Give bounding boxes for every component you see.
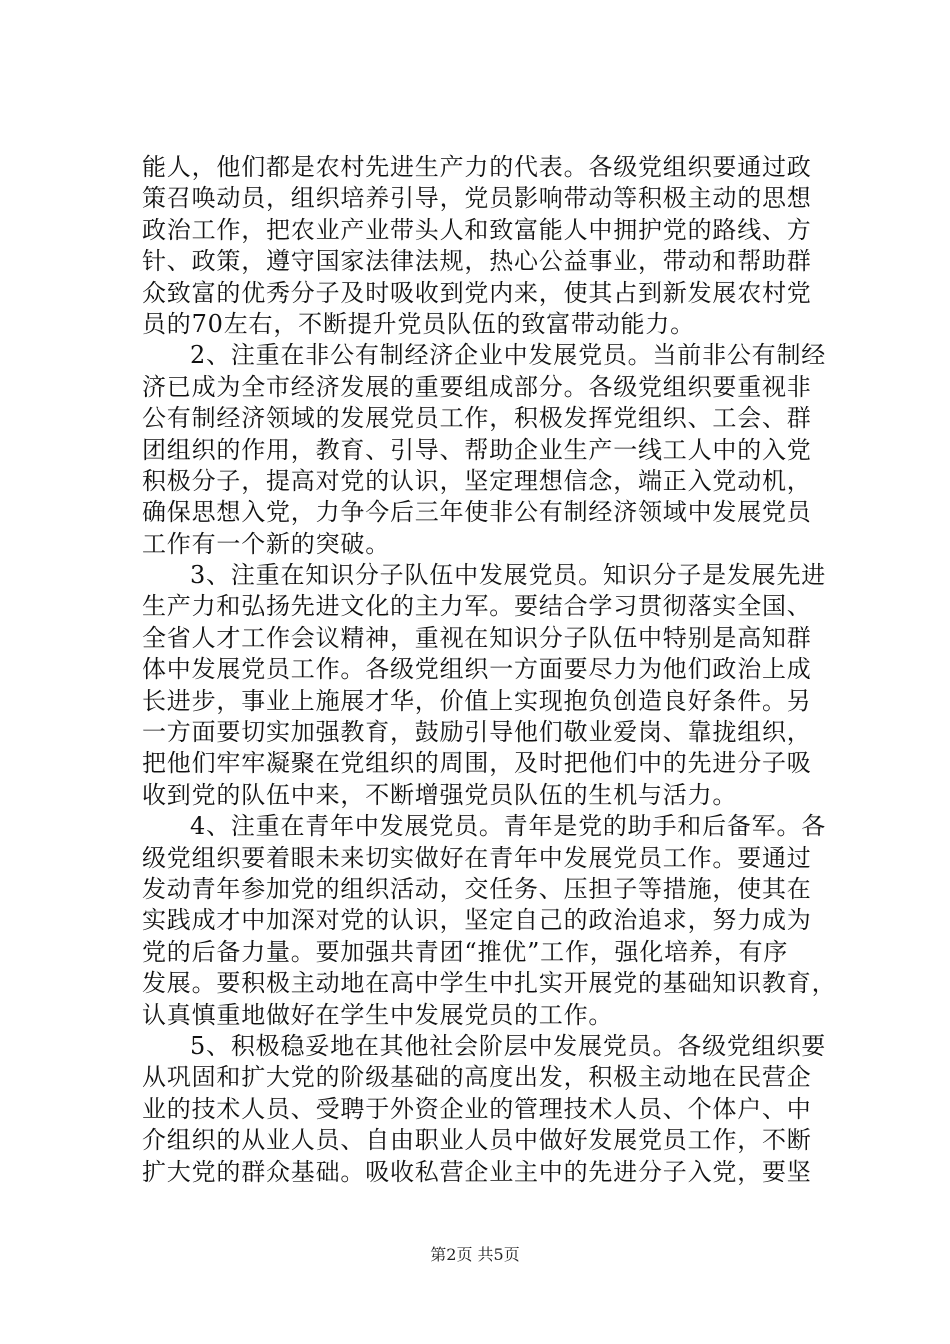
text-line: 全省人才工作会议精神，重视在知识分子队伍中特别是高知群 [142, 623, 812, 652]
text-line: 长进步，事业上施展才华，价值上实现抱负创造良好条件。另 [142, 686, 812, 715]
text-line: 认真慎重地做好在学生中发展党员的工作。 [142, 1000, 614, 1029]
text-line: 4、注重在青年中发展党员。青年是党的助手和后备军。各 [190, 812, 827, 841]
text-line: 实践成才中加深对党的认识，坚定自己的政治追求，努力成为 [142, 906, 812, 935]
text-line: 政治工作，把农业产业带头人和致富能人中拥护党的路线、方 [142, 215, 812, 244]
text-line: 能人，他们都是农村先进生产力的代表。各级党组织要通过政 [142, 153, 812, 181]
text-line: 2、注重在非公有制经济企业中发展党员。当前非公有制经 [190, 341, 827, 370]
text-line: 确保思想入党，力争今后三年使非公有制经济领域中发展党员 [142, 498, 812, 527]
text-line: 5、积极稳妥地在其他社会阶层中发展党员。各级党组织要 [190, 1031, 827, 1060]
text-line: 收到党的队伍中来，不断增强党员队伍的生机与活力。 [142, 780, 738, 809]
text-line: 级党组织要着眼未来切实做好在青年中发展党员工作。要通过 [142, 843, 812, 872]
text-line: 团组织的作用，教育、引导、帮助企业生产一线工人中的入党 [142, 435, 812, 464]
text-line: 策召唤动员，组织培养引导，党员影响带动等积极主动的思想 [142, 184, 812, 213]
text-line: 生产力和弘扬先进文化的主力军。要结合学习贯彻落实全国、 [142, 592, 812, 621]
text-line: 积极分子，提高对党的认识，坚定理想信念，端正入党动机， [142, 466, 812, 495]
text-line: 从巩固和扩大党的阶级基础的高度出发，积极主动地在民营企 [142, 1063, 812, 1092]
text-line: 体中发展党员工作。各级党组织一方面要尽力为他们政治上成 [142, 655, 812, 684]
text-line: 把他们牢牢凝聚在党组织的周围，及时把他们中的先进分子吸 [142, 749, 812, 778]
text-line: 介组织的从业人员、自由职业人员中做好发展党员工作，不断 [142, 1126, 812, 1155]
text-line: 济已成为全市经济发展的重要组成部分。各级党组织要重视非 [142, 372, 812, 401]
body-text [142, 152, 837, 1188]
text-line: 众致富的优秀分子及时吸收到党内来，使其占到新发展农村党 [142, 278, 812, 307]
text-line: 党的后备力量。要加强共青团“推优”工作，强化培养，有序 [142, 937, 789, 966]
text-line: 业的技术人员、受聘于外资企业的管理技术人员、个体户、中 [142, 1094, 812, 1123]
text-line: 发展。要积极主动地在高中学生中扎实开展党的基础知识教育， [142, 969, 837, 998]
page-footer: 第2页 共5页 [430, 1245, 520, 1264]
text-line: 员的70左右，不断提升党员队伍的致富带动能力。 [142, 309, 695, 338]
text-line: 扩大党的群众基础。吸收私营企业主中的先进分子入党，要坚 [142, 1157, 812, 1186]
text-line: 工作有一个新的突破。 [142, 529, 390, 558]
text-line: 3、注重在知识分子队伍中发展党员。知识分子是发展先进 [190, 561, 827, 590]
text-line: 针、政策，遵守国家法律法规，热心公益事业，带动和帮助群 [142, 247, 812, 276]
text-line: 一方面要切实加强教育，鼓励引导他们敬业爱岗、靠拢组织， [142, 718, 812, 747]
text-line: 公有制经济领域的发展党员工作，积极发挥党组织、工会、群 [142, 404, 812, 433]
text-line: 发动青年参加党的组织活动，交任务、压担子等措施，使其在 [142, 874, 812, 903]
